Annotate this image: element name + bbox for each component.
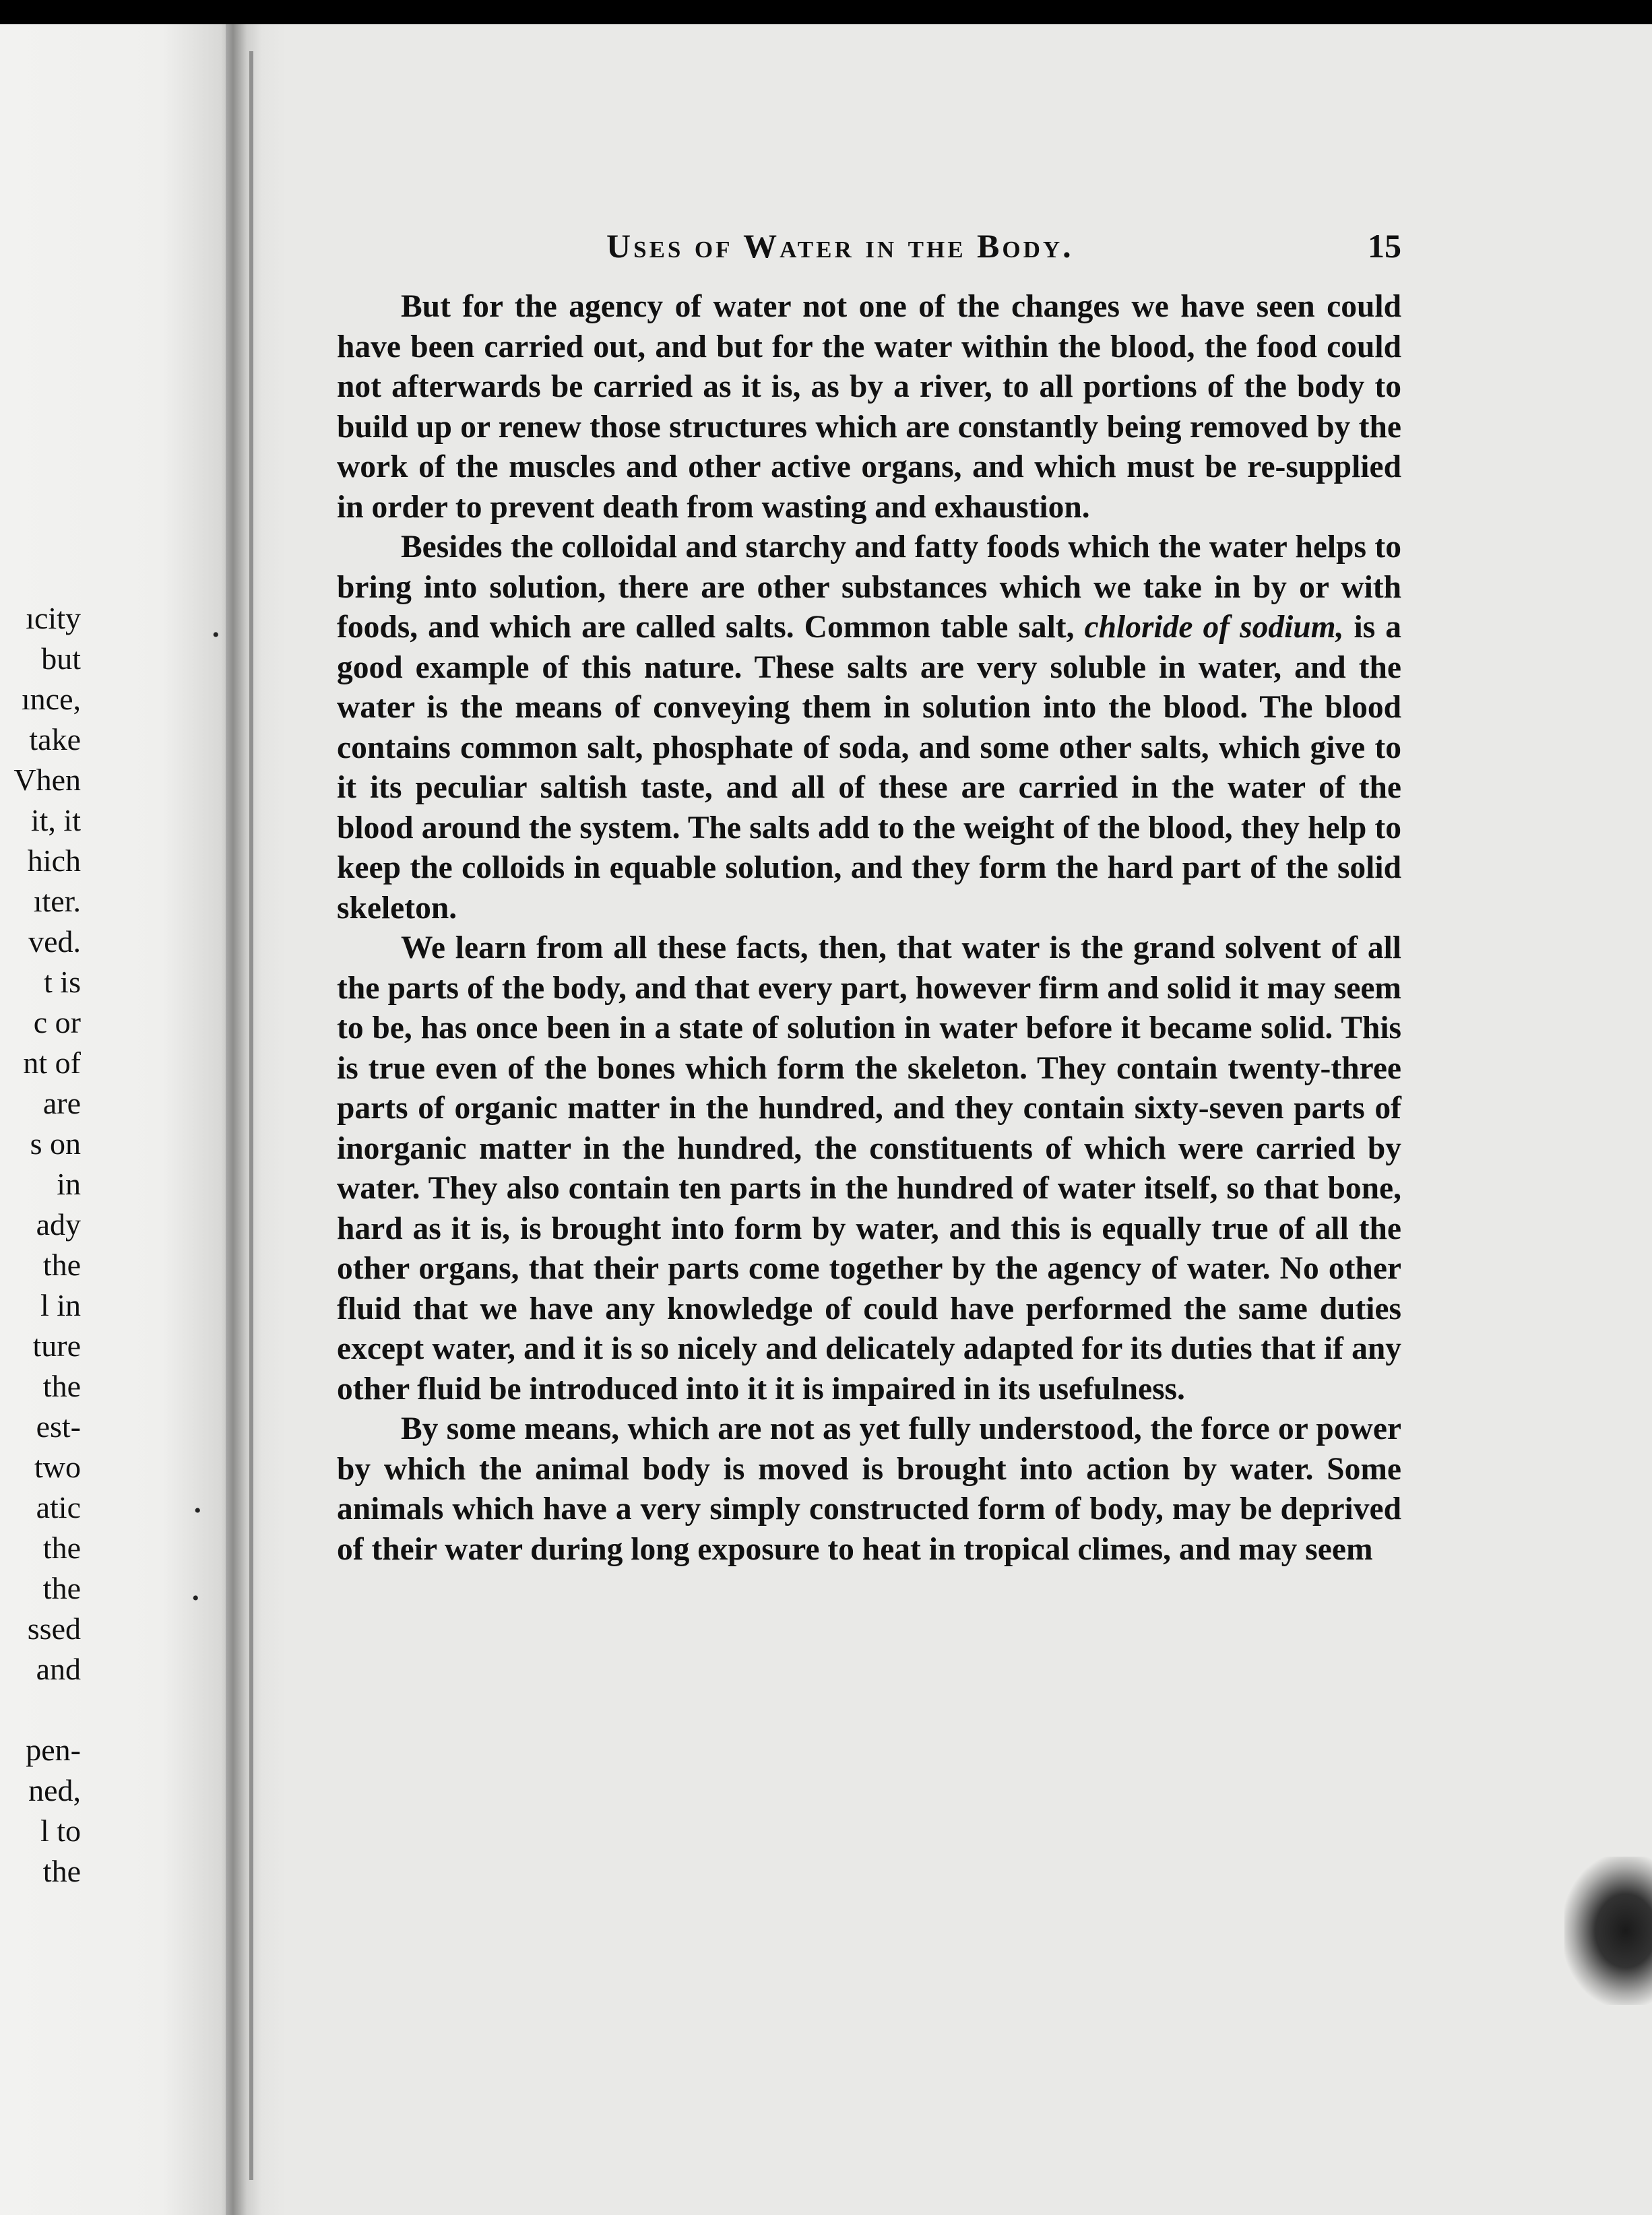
left-page-fragment: pen-: [26, 1733, 81, 1767]
left-page-fragment: ned,: [28, 1773, 81, 1807]
left-page-fragment: but: [41, 641, 81, 676]
scan-smudge: [1564, 1857, 1652, 2005]
paragraph-salts: [337, 527, 1401, 928]
italic-term: chloride of sodium,: [1084, 610, 1344, 645]
left-page-fragment: take: [29, 722, 81, 757]
facing-page-edge: [0, 24, 232, 2215]
left-page-fragment: est-: [36, 1409, 81, 1444]
left-page-fragment: are: [42, 1086, 81, 1120]
left-page-fragment: the: [42, 1854, 81, 1888]
left-page-fragment: c or: [33, 1005, 81, 1039]
paragraph-salts-lead: Besides the colloidal and starchy and fatty foods which the water helps to bring into solution, there are other substances which we take in by or with foods, and which are called salts. Common table salt,: [337, 529, 1401, 645]
left-page-fragment: ady: [36, 1207, 81, 1242]
left-page-fragment: the: [42, 1531, 81, 1565]
binding-hole-mark: •: [194, 1500, 201, 1522]
gutter-shadow-line: [249, 51, 253, 2180]
left-page-fragment: in: [57, 1167, 81, 1201]
left-page-fragment: two: [34, 1450, 81, 1484]
left-page-fragment: l to: [40, 1813, 81, 1848]
left-page-fragment: s on: [30, 1126, 81, 1161]
running-title: Uses of Water in the Body.: [606, 227, 1074, 265]
left-page-fragment: ınce,: [21, 682, 81, 716]
paragraph-salts-continuation: is a good example of this nature. These salts are very soluble in water, and the water is the means of conveying them in solution into the blood. The blood contains common salt, phosphate of soda, and some other salts, which give to it its peculiar saltish taste, and all of these are carried in the water of the blood around the system. The salts add to the weight of the blood, they help to keep the colloids in equable solution, and they form the hard part of the solid skeleton.: [337, 610, 1402, 926]
left-page-fragment: hich: [27, 843, 81, 878]
left-page-fragment: the: [42, 1369, 81, 1403]
scanned-page-spread: [0, 24, 1652, 2215]
left-page-fragment: ssed: [27, 1611, 81, 1646]
paragraph: We learn from all these facts, then, that water is the grand solvent of all the parts of the body, and that every part, however firm and solid it may seem to be, has once been in a state of solution in water before it became solid. This is true even of the bones which form the skeleton. They contain twenty-three parts of organic matter in the hundred, and they contain sixty-seven parts of inorganic matter in the hundred, the constituents of which were carried by water. They also contain ten parts in the hundred of water itself, so that bone, hard as it is, is brought into form by water, and this is equally true of all the other organs, that their parts come together by the agency of water. No other fluid that we have any knowledge of could have performed the same duties except water, and it is so nicely and delicately adapted for its duties that if any other fluid be introduced into it it is impaired in its usefulness.: [337, 930, 1401, 1407]
page-number: 15: [1368, 227, 1401, 265]
left-page-fragment: ture: [32, 1328, 81, 1363]
left-page-fragment: ıcity: [26, 601, 81, 635]
paragraph: But for the agency of water not one of the changes we have seen could have been carried out, and but for the water within the blood, the food could not afterwards be carried as it is, as by a river, to all portions of the body to build up or renew those structures which are constantly being removed by the work of the muscles and other active organs, and which must be re-supplied in order to prevent death from wasting and exhaustion.: [337, 289, 1401, 525]
book-page: [337, 226, 1401, 1570]
binding-hole-mark: •: [192, 1587, 199, 1609]
left-page-fragment: nt of: [23, 1046, 81, 1080]
left-page-fragment: atic: [36, 1490, 81, 1524]
left-page-fragment: the: [42, 1571, 81, 1605]
binding-hole-mark: •: [212, 624, 220, 646]
paragraph: By some means, which are not as yet fully understood, the force or power by which the animal body is moved is brought into action by water. Some animals which have a very simply constructed form of body, may be deprived of their water during long exposure to heat in tropical climes, and may seem: [337, 1411, 1401, 1567]
left-page-fragment: Vhen: [13, 763, 81, 797]
left-page-fragment: l in: [40, 1288, 81, 1322]
left-page-fragment: t is: [44, 965, 81, 999]
left-page-fragment: and: [36, 1652, 81, 1686]
book-gutter: [226, 24, 286, 2215]
left-page-fragment: ıter.: [33, 884, 81, 918]
running-header: [337, 226, 1401, 287]
left-page-fragment: ved.: [28, 924, 81, 959]
left-page-fragment: it, it: [30, 803, 81, 837]
left-page-fragment: the: [42, 1248, 81, 1282]
